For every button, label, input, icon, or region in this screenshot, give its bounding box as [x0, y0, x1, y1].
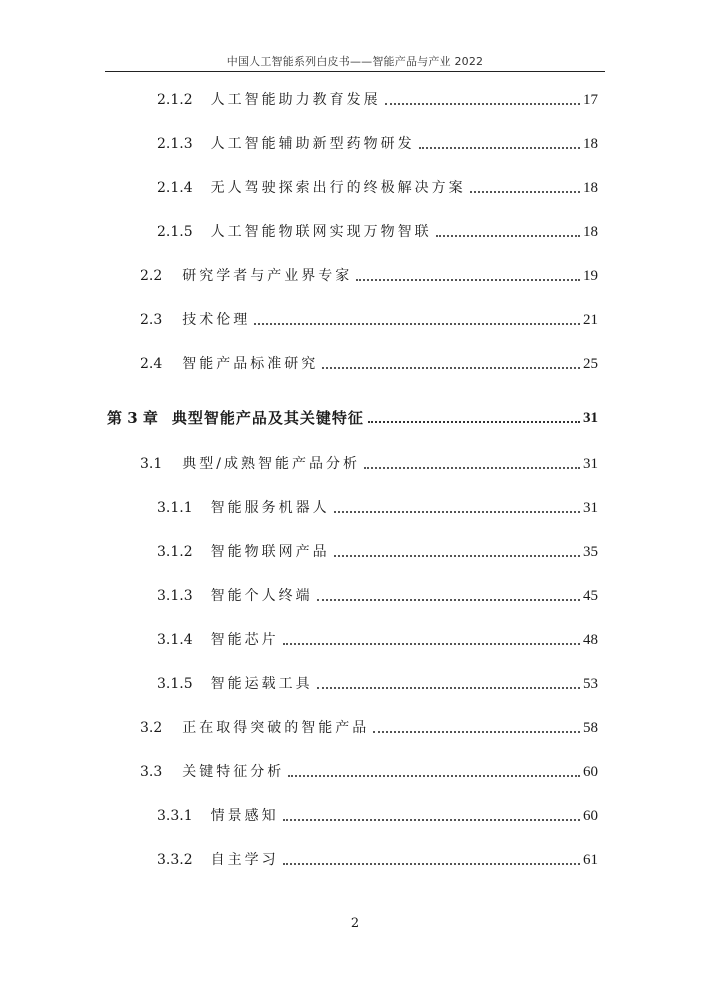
toc-entry[interactable] [140, 350, 598, 374]
dot-leader [373, 730, 580, 733]
toc-entry-page: 48 [583, 632, 598, 648]
toc-entry-page: 18 [583, 180, 598, 196]
dot-leader [254, 322, 580, 325]
toc-entry-title: 关键特征分析 [182, 764, 285, 780]
toc-entry[interactable] [140, 450, 598, 474]
toc-entry-title: 智能产品标准研究 [182, 356, 319, 372]
toc-entry-number: 3.3.2 [157, 852, 193, 868]
dot-leader [419, 146, 580, 149]
toc-entry-title: 智能物联网产品 [210, 544, 330, 560]
toc-entry-number: 2.1.3 [157, 136, 193, 152]
toc-entry-page: 31 [583, 456, 598, 472]
toc-entry-number: 3.1.4 [157, 632, 193, 648]
toc-entry-page: 31 [583, 500, 598, 516]
dot-leader [317, 686, 580, 689]
dot-leader [385, 102, 580, 105]
toc-entry-number: 3.1.1 [157, 500, 193, 516]
toc-entry-page: 18 [583, 224, 598, 240]
toc-entry-title: 技术伦理 [182, 312, 251, 328]
toc-entry-number: 3.1.5 [157, 676, 193, 692]
toc-entry-title: 人工智能助力教育发展 [210, 92, 381, 108]
toc-entry-number: 2.1.2 [157, 92, 193, 108]
toc-entry-title: 典型智能产品及其关键特征 [171, 409, 364, 427]
toc-entry-page: 58 [583, 720, 598, 736]
toc-entry-page: 60 [583, 808, 598, 824]
dot-leader [470, 190, 580, 193]
toc-entry-title: 人工智能辅助新型药物研发 [210, 136, 415, 152]
toc-entry-number: 第 3 章 [107, 409, 158, 427]
dot-leader [283, 818, 580, 821]
toc-entry-number: 3.3.1 [157, 808, 193, 824]
toc-entry-title: 自主学习 [210, 852, 279, 868]
toc-entry-number: 2.1.5 [157, 224, 193, 240]
toc-entry-number: 3.1.2 [157, 544, 193, 560]
toc-entry[interactable] [157, 86, 598, 110]
toc-entry-title: 智能服务机器人 [210, 500, 330, 516]
toc-entry-number: 2.4 [140, 356, 163, 372]
running-header: 中国人工智能系列白皮书——智能产品与产业 2022 [226, 55, 484, 68]
toc-entry-number: 3.3 [140, 764, 163, 780]
toc-entry[interactable] [157, 218, 598, 242]
toc-entry-page: 45 [583, 588, 598, 604]
toc-entry[interactable] [157, 802, 598, 826]
dot-leader [322, 366, 580, 369]
dot-leader [317, 598, 580, 601]
toc-entry-title: 智能个人终端 [210, 588, 313, 604]
dot-leader [334, 554, 580, 557]
dot-leader [364, 466, 580, 469]
toc-entry-number: 3.1 [140, 456, 163, 472]
toc-entry-number: 2.2 [140, 268, 163, 284]
toc-entry-page: 18 [583, 136, 598, 152]
toc-entry-title: 典型/成熟智能产品分析 [182, 456, 360, 472]
toc-entry-page: 60 [583, 764, 598, 780]
dot-leader [283, 642, 580, 645]
toc-entry-page: 53 [583, 676, 598, 692]
toc-entry[interactable] [157, 626, 598, 650]
toc-entry-title: 研究学者与产业界专家 [182, 268, 353, 284]
toc-entry-title: 人工智能物联网实现万物智联 [210, 224, 432, 240]
toc-entry-title: 智能运载工具 [210, 676, 313, 692]
toc-chapter-entry[interactable] [107, 404, 598, 428]
toc-entry-page: 21 [583, 312, 598, 328]
dot-leader [288, 774, 580, 777]
page-number: 2 [350, 916, 360, 931]
dot-leader [356, 278, 580, 281]
toc-entry[interactable] [140, 758, 598, 782]
toc-entry[interactable] [157, 582, 598, 606]
toc-entry-page: 35 [583, 544, 598, 560]
toc-entry-page: 31 [583, 410, 598, 426]
toc-entry-number: 3.2 [140, 720, 163, 736]
toc-entry-page: 25 [583, 356, 598, 372]
toc-entry[interactable] [157, 670, 598, 694]
toc-entry-title: 无人驾驶探索出行的终极解决方案 [210, 180, 466, 196]
toc-entry-title: 正在取得突破的智能产品 [182, 720, 370, 736]
toc-entry[interactable] [157, 174, 598, 198]
toc-entry-page: 19 [583, 268, 598, 284]
dot-leader [283, 862, 580, 865]
toc-entry-page: 61 [583, 852, 598, 868]
toc-entry-number: 2.3 [140, 312, 163, 328]
dot-leader [334, 510, 580, 513]
dot-leader [436, 234, 580, 237]
toc-entry[interactable] [140, 714, 598, 738]
toc-entry-number: 3.1.3 [157, 588, 193, 604]
toc-entry[interactable] [140, 306, 598, 330]
toc-entry-page: 17 [583, 92, 598, 108]
toc-entry[interactable] [140, 262, 598, 286]
toc-entry[interactable] [157, 494, 598, 518]
toc-entry[interactable] [157, 846, 598, 870]
toc-entry[interactable] [157, 130, 598, 154]
toc-entry-title: 智能芯片 [210, 632, 279, 648]
header-rule [105, 71, 605, 72]
dot-leader [368, 420, 580, 423]
toc-entry[interactable] [157, 538, 598, 562]
toc-entry-title: 情景感知 [210, 808, 279, 824]
toc-entry-number: 2.1.4 [157, 180, 193, 196]
